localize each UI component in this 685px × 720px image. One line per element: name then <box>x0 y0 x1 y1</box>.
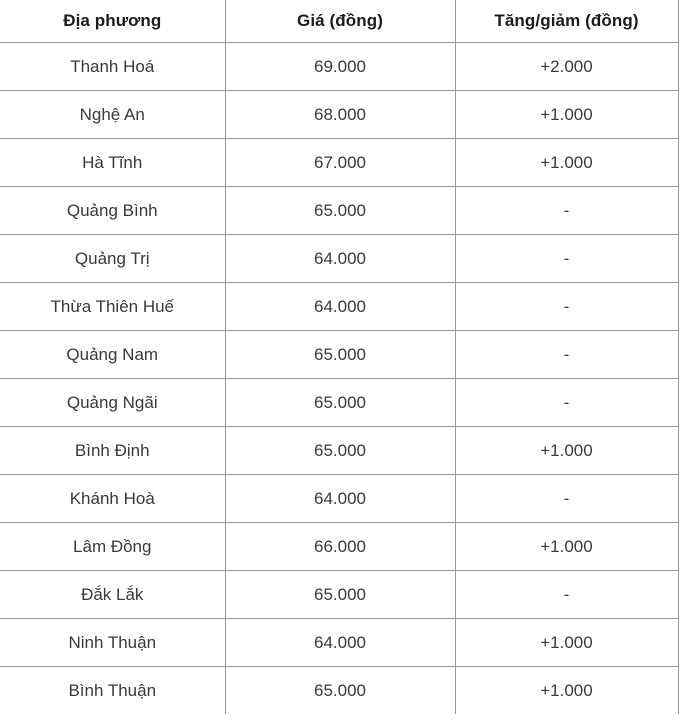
cell-change: - <box>455 475 678 523</box>
table-row <box>0 235 678 283</box>
column-header-locality: Địa phương <box>0 0 225 43</box>
cell-price: 65.000 <box>225 667 455 715</box>
cell-locality: Bình Thuận <box>0 667 225 715</box>
cell-price: 65.000 <box>225 379 455 427</box>
cell-locality: Thanh Hoá <box>0 43 225 91</box>
cell-price: 67.000 <box>225 139 455 187</box>
cell-price: 65.000 <box>225 331 455 379</box>
column-header-price: Giá (đồng) <box>225 0 455 43</box>
cell-change: - <box>455 187 678 235</box>
cell-locality: Quảng Bình <box>0 187 225 235</box>
cell-change: - <box>455 235 678 283</box>
cell-locality: Quảng Ngãi <box>0 379 225 427</box>
cell-locality: Bình Định <box>0 427 225 475</box>
cell-price: 64.000 <box>225 283 455 331</box>
table-row <box>0 331 678 379</box>
table-header <box>0 0 678 43</box>
table-row <box>0 667 678 715</box>
cell-locality: Nghệ An <box>0 91 225 139</box>
cell-locality: Đắk Lắk <box>0 571 225 619</box>
table-row <box>0 379 678 427</box>
cell-change: - <box>455 379 678 427</box>
table-row <box>0 91 678 139</box>
cell-locality: Hà Tĩnh <box>0 139 225 187</box>
cell-change: +1.000 <box>455 427 678 475</box>
table-row <box>0 523 678 571</box>
cell-change: - <box>455 331 678 379</box>
cell-locality: Ninh Thuận <box>0 619 225 667</box>
cell-change: +1.000 <box>455 619 678 667</box>
table-header-row <box>0 0 678 43</box>
cell-price: 64.000 <box>225 235 455 283</box>
cell-locality: Quảng Trị <box>0 235 225 283</box>
cell-locality: Thừa Thiên Huế <box>0 283 225 331</box>
cell-change: - <box>455 571 678 619</box>
table-body <box>0 43 678 715</box>
cell-price: 65.000 <box>225 187 455 235</box>
cell-price: 69.000 <box>225 43 455 91</box>
cell-price: 65.000 <box>225 427 455 475</box>
table-row <box>0 571 678 619</box>
cell-change: +1.000 <box>455 667 678 715</box>
cell-change: +1.000 <box>455 91 678 139</box>
cell-change: - <box>455 283 678 331</box>
cell-price: 64.000 <box>225 475 455 523</box>
cell-price: 65.000 <box>225 571 455 619</box>
cell-price: 68.000 <box>225 91 455 139</box>
cell-locality: Khánh Hoà <box>0 475 225 523</box>
table-row <box>0 475 678 523</box>
table-row <box>0 139 678 187</box>
table-row <box>0 187 678 235</box>
table-row <box>0 619 678 667</box>
cell-change: +1.000 <box>455 139 678 187</box>
table-row <box>0 43 678 91</box>
cell-change: +1.000 <box>455 523 678 571</box>
table-row <box>0 283 678 331</box>
table-row <box>0 427 678 475</box>
cell-locality: Quảng Nam <box>0 331 225 379</box>
cell-change: +2.000 <box>455 43 678 91</box>
cell-locality: Lâm Đồng <box>0 523 225 571</box>
cell-price: 64.000 <box>225 619 455 667</box>
cell-price: 66.000 <box>225 523 455 571</box>
column-header-change: Tăng/giảm (đồng) <box>455 0 678 43</box>
